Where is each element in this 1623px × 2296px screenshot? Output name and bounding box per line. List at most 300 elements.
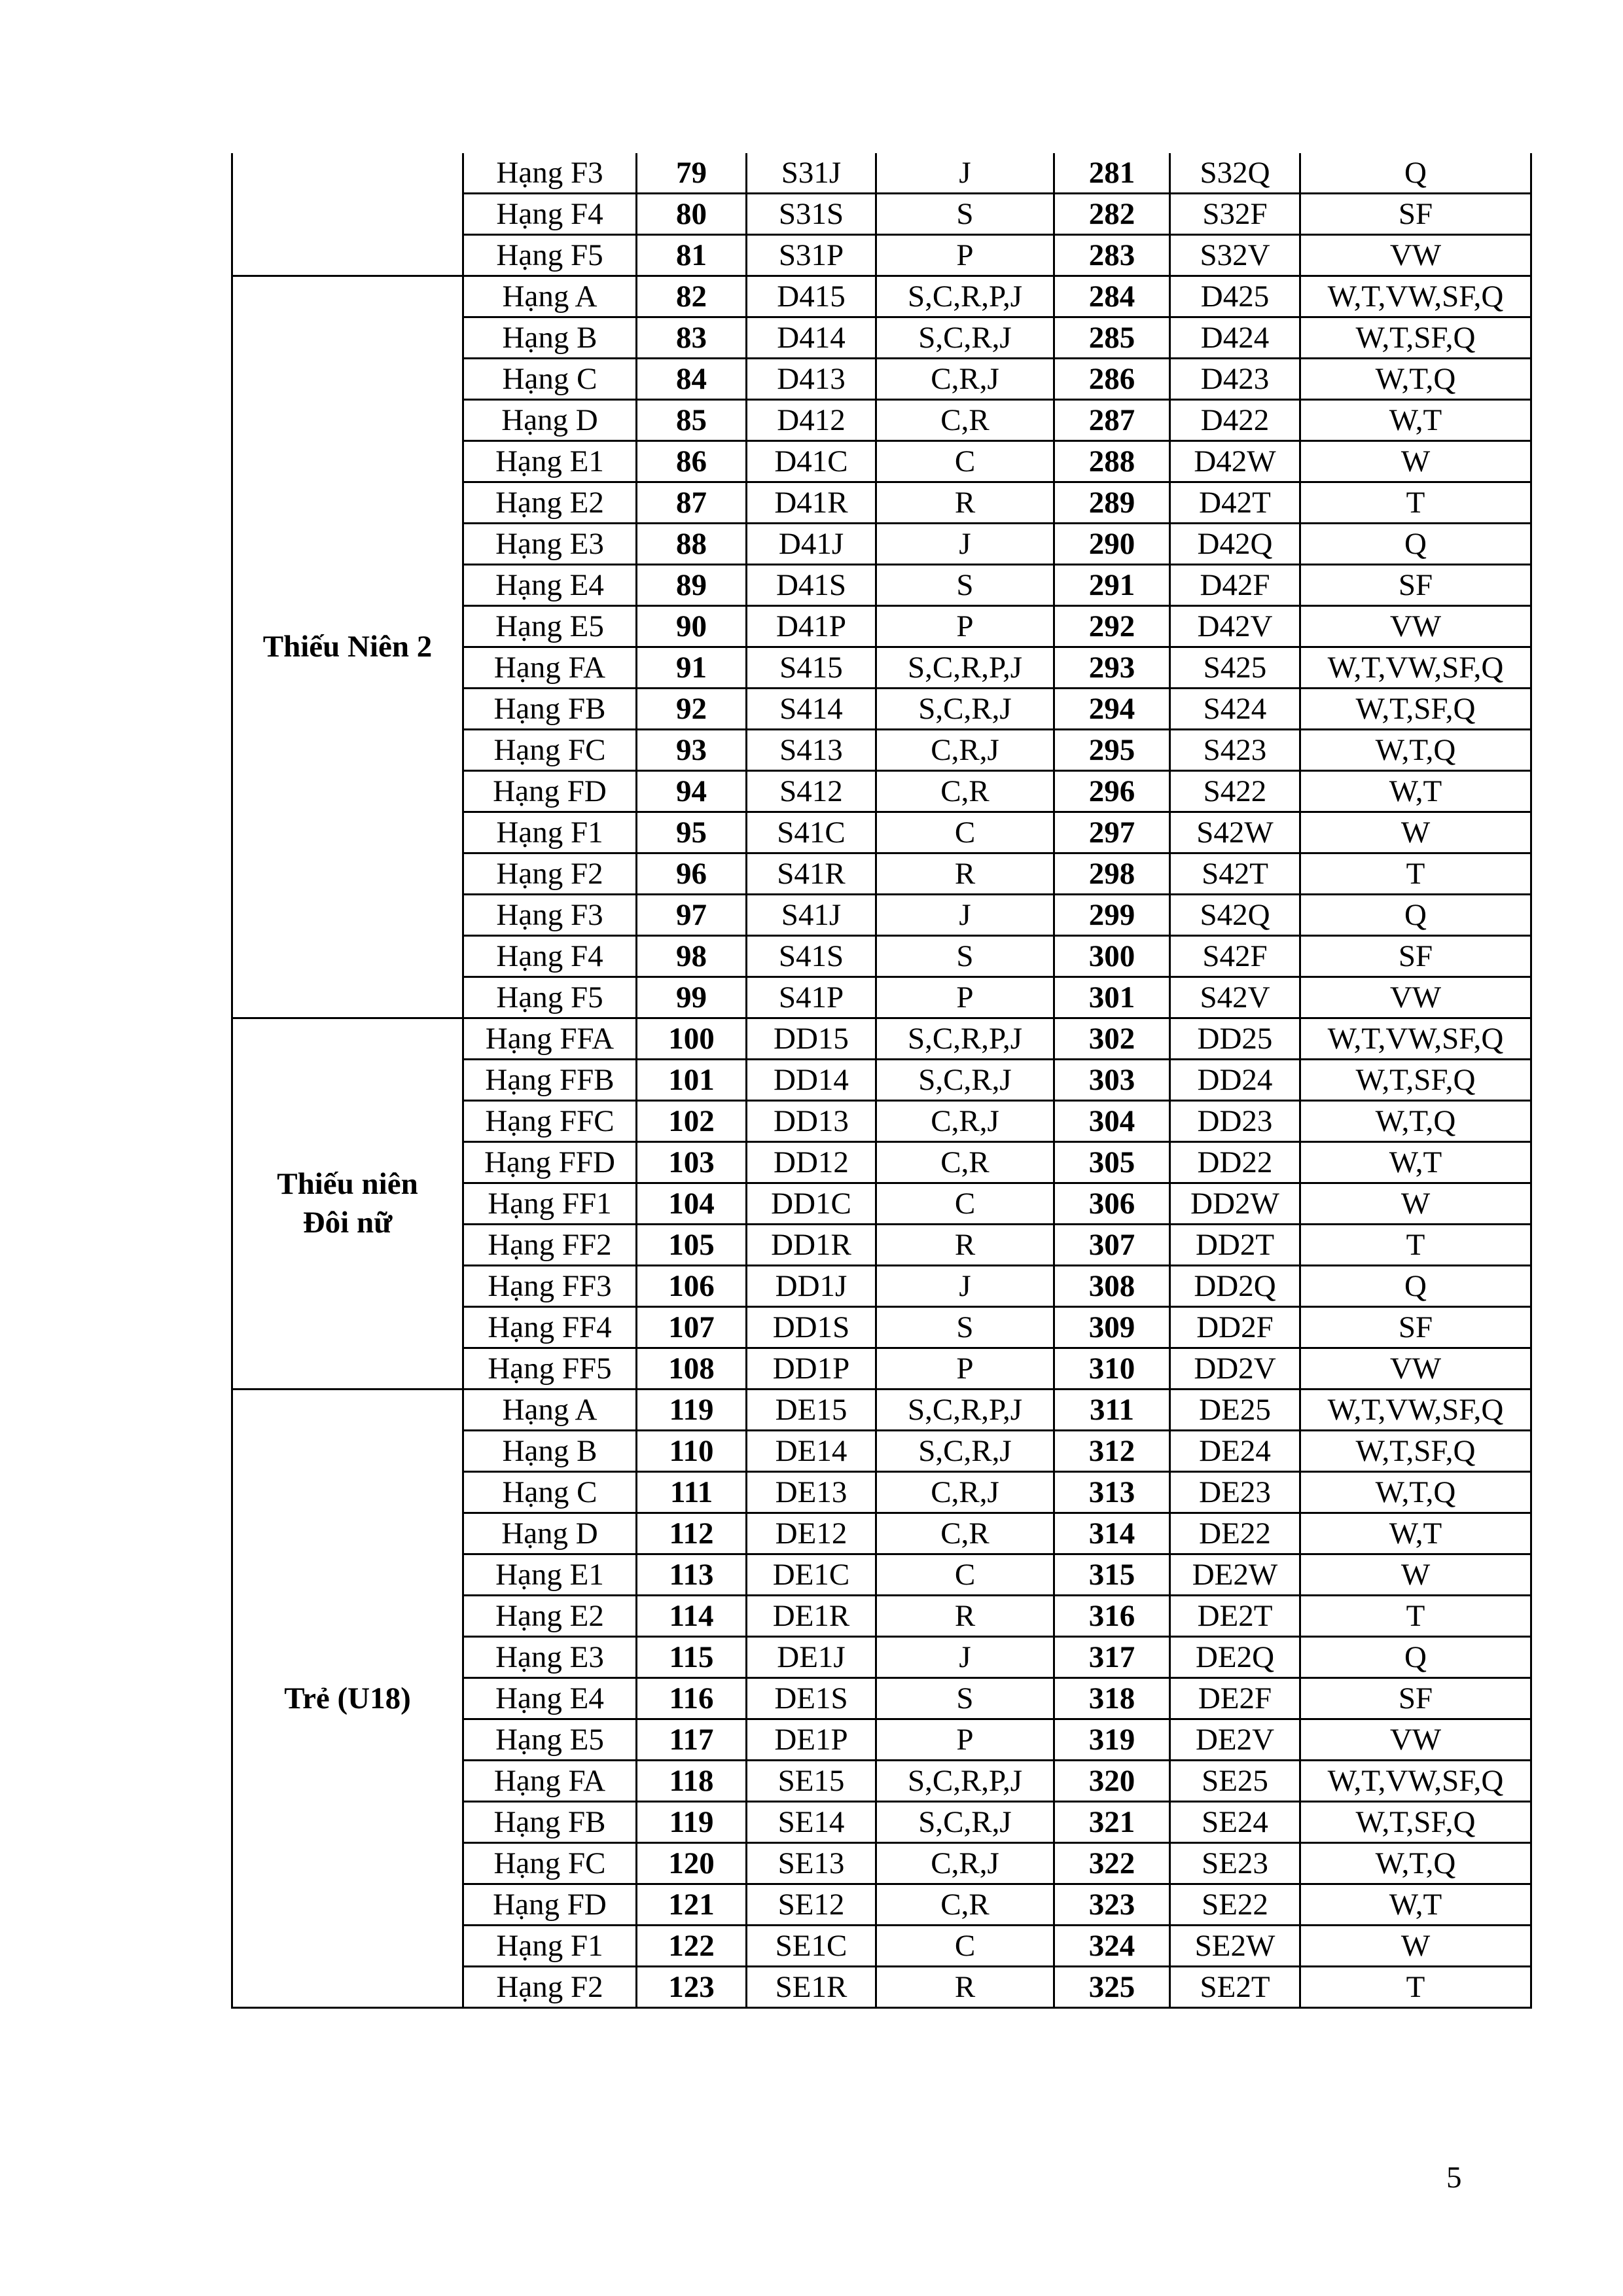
class-name-cell: Hạng F4 [463,194,637,235]
discipline-cell: C,R [876,1513,1054,1554]
event-code-cell: DD1S [747,1307,876,1348]
event-number-cell: 110 [637,1431,747,1472]
event-number-cell: 287 [1054,400,1170,441]
age-group-label: Thiếu Niên 2 [262,630,433,664]
event-code-cell: D42W [1170,441,1300,482]
event-number-cell: 113 [637,1554,747,1596]
event-number-cell: 95 [637,812,747,853]
classification-table [231,153,1532,2009]
class-name-cell: Hạng FC [463,1843,637,1884]
discipline-cell: W,T,VW,SF,Q [1300,647,1531,689]
event-number-cell: 79 [637,153,747,194]
discipline-cell: C [876,441,1054,482]
event-code-cell: D42T [1170,482,1300,524]
class-name-cell: Hạng F3 [463,895,637,936]
age-group-label: Trẻ (U18) [284,1681,411,1715]
event-code-cell: D414 [747,317,876,359]
discipline-cell: C,R,J [876,730,1054,771]
discipline-cell: S [876,565,1054,606]
class-name-cell: Hạng F1 [463,1926,637,1967]
event-code-cell: DE2V [1170,1719,1300,1761]
event-number-cell: 97 [637,895,747,936]
event-number-cell: 314 [1054,1513,1170,1554]
event-number-cell: 115 [637,1637,747,1678]
event-code-cell: DD1R [747,1225,876,1266]
event-code-cell: SE13 [747,1843,876,1884]
event-number-cell: 307 [1054,1225,1170,1266]
event-code-cell: DE2T [1170,1596,1300,1637]
class-name-cell: Hạng FFC [463,1101,637,1142]
event-code-cell: SE24 [1170,1802,1300,1843]
discipline-cell: J [876,1637,1054,1678]
discipline-cell: R [876,1967,1054,2008]
event-number-cell: 100 [637,1018,747,1060]
discipline-cell: P [876,606,1054,647]
discipline-cell: R [876,482,1054,524]
event-code-cell: DE1C [747,1554,876,1596]
event-number-cell: 119 [637,1390,747,1431]
event-code-cell: DD12 [747,1142,876,1183]
discipline-cell: W,T,VW,SF,Q [1300,276,1531,317]
event-code-cell: S41R [747,853,876,895]
event-number-cell: 117 [637,1719,747,1761]
event-code-cell: SE14 [747,1802,876,1843]
event-code-cell: DD2W [1170,1183,1300,1225]
event-code-cell: DE25 [1170,1390,1300,1431]
discipline-cell: C,R,J [876,359,1054,400]
age-group-cell [232,153,463,276]
class-name-cell: Hạng FD [463,771,637,812]
event-number-cell: 111 [637,1472,747,1513]
class-name-cell: Hạng E5 [463,606,637,647]
discipline-cell: R [876,1596,1054,1637]
event-code-cell: DD14 [747,1060,876,1101]
class-name-cell: Hạng E4 [463,565,637,606]
event-number-cell: 84 [637,359,747,400]
discipline-cell: S [876,1307,1054,1348]
event-number-cell: 306 [1054,1183,1170,1225]
discipline-cell: P [876,235,1054,276]
event-code-cell: DD2F [1170,1307,1300,1348]
class-name-cell: Hạng FF3 [463,1266,637,1307]
event-code-cell: DD2V [1170,1348,1300,1390]
discipline-cell: C,R [876,400,1054,441]
class-name-cell: Hạng E4 [463,1678,637,1719]
discipline-cell: S,C,R,P,J [876,1761,1054,1802]
discipline-cell: W,T,SF,Q [1300,1431,1531,1472]
discipline-cell: J [876,153,1054,194]
discipline-cell: VW [1300,1348,1531,1390]
event-code-cell: D41S [747,565,876,606]
event-code-cell: D41R [747,482,876,524]
class-name-cell: Hạng FFA [463,1018,637,1060]
discipline-cell: W,T [1300,1513,1531,1554]
class-name-cell: Hạng FC [463,730,637,771]
discipline-cell: W,T,Q [1300,730,1531,771]
discipline-cell: R [876,1225,1054,1266]
event-number-cell: 120 [637,1843,747,1884]
discipline-cell: W,T,VW,SF,Q [1300,1390,1531,1431]
discipline-cell: T [1300,482,1531,524]
event-code-cell: DE1P [747,1719,876,1761]
age-group-cell [232,1390,463,2008]
event-code-cell: DE2Q [1170,1637,1300,1678]
discipline-cell: J [876,524,1054,565]
event-number-cell: 282 [1054,194,1170,235]
discipline-cell: C,R [876,1884,1054,1926]
class-name-cell: Hạng FF5 [463,1348,637,1390]
event-number-cell: 91 [637,647,747,689]
event-code-cell: D415 [747,276,876,317]
event-number-cell: 101 [637,1060,747,1101]
event-number-cell: 112 [637,1513,747,1554]
event-number-cell: 98 [637,936,747,977]
discipline-cell: W,T,Q [1300,1472,1531,1513]
discipline-cell: Q [1300,153,1531,194]
event-number-cell: 121 [637,1884,747,1926]
event-code-cell: DE2W [1170,1554,1300,1596]
event-number-cell: 315 [1054,1554,1170,1596]
event-number-cell: 298 [1054,853,1170,895]
event-number-cell: 286 [1054,359,1170,400]
discipline-cell: W,T,SF,Q [1300,1060,1531,1101]
discipline-cell: J [876,895,1054,936]
event-code-cell: DE1S [747,1678,876,1719]
discipline-cell: S [876,194,1054,235]
event-code-cell: S423 [1170,730,1300,771]
event-code-cell: S41C [747,812,876,853]
discipline-cell: W,T,Q [1300,1101,1531,1142]
event-number-cell: 118 [637,1761,747,1802]
event-code-cell: DD13 [747,1101,876,1142]
table-row [232,153,1531,194]
event-code-cell: D413 [747,359,876,400]
class-name-cell: Hạng A [463,276,637,317]
discipline-cell: SF [1300,194,1531,235]
class-name-cell: Hạng E1 [463,441,637,482]
event-code-cell: SE1R [747,1967,876,2008]
event-number-cell: 116 [637,1678,747,1719]
discipline-cell: S [876,1678,1054,1719]
event-number-cell: 301 [1054,977,1170,1018]
event-code-cell: DD15 [747,1018,876,1060]
discipline-cell: VW [1300,1719,1531,1761]
class-name-cell: Hạng F5 [463,977,637,1018]
event-code-cell: S42T [1170,853,1300,895]
class-name-cell: Hạng E3 [463,1637,637,1678]
discipline-cell: VW [1300,235,1531,276]
event-number-cell: 308 [1054,1266,1170,1307]
event-number-cell: 87 [637,482,747,524]
class-name-cell: Hạng C [463,359,637,400]
event-number-cell: 281 [1054,153,1170,194]
event-code-cell: DD23 [1170,1101,1300,1142]
discipline-cell: SF [1300,565,1531,606]
class-name-cell: Hạng A [463,1390,637,1431]
event-code-cell: DE14 [747,1431,876,1472]
event-code-cell: DE1R [747,1596,876,1637]
event-code-cell: DE24 [1170,1431,1300,1472]
discipline-cell: Q [1300,895,1531,936]
class-name-cell: Hạng FF1 [463,1183,637,1225]
event-code-cell: S31J [747,153,876,194]
discipline-cell: SF [1300,1307,1531,1348]
event-number-cell: 324 [1054,1926,1170,1967]
age-group-label: Đôi nữ [302,1206,393,1240]
discipline-cell: C,R,J [876,1843,1054,1884]
discipline-cell: S,C,R,J [876,317,1054,359]
class-name-cell: Hạng F3 [463,153,637,194]
event-number-cell: 104 [637,1183,747,1225]
class-name-cell: Hạng F4 [463,936,637,977]
age-group-label: Thiếu niên [277,1167,418,1202]
discipline-cell: C [876,1183,1054,1225]
event-number-cell: 94 [637,771,747,812]
age-group-cell [232,276,463,1018]
discipline-cell: S,C,R,P,J [876,1018,1054,1060]
class-name-cell: Hạng FB [463,1802,637,1843]
class-name-cell: Hạng F2 [463,1967,637,2008]
discipline-cell: W,T [1300,1142,1531,1183]
event-number-cell: 114 [637,1596,747,1637]
event-code-cell: S42F [1170,936,1300,977]
event-code-cell: S422 [1170,771,1300,812]
event-code-cell: DD1C [747,1183,876,1225]
class-name-cell: Hạng FD [463,1884,637,1926]
event-code-cell: D41J [747,524,876,565]
discipline-cell: P [876,1348,1054,1390]
class-name-cell: Hạng D [463,400,637,441]
event-code-cell: DE15 [747,1390,876,1431]
event-code-cell: SE2W [1170,1926,1300,1967]
event-number-cell: 322 [1054,1843,1170,1884]
discipline-cell: C [876,812,1054,853]
event-number-cell: 317 [1054,1637,1170,1678]
event-code-cell: SE23 [1170,1843,1300,1884]
event-code-cell: S32V [1170,235,1300,276]
event-code-cell: DD22 [1170,1142,1300,1183]
class-name-cell: Hạng FB [463,689,637,730]
event-number-cell: 321 [1054,1802,1170,1843]
event-code-cell: S42V [1170,977,1300,1018]
event-number-cell: 303 [1054,1060,1170,1101]
event-code-cell: S414 [747,689,876,730]
class-name-cell: Hạng E1 [463,1554,637,1596]
discipline-cell: P [876,1719,1054,1761]
event-code-cell: D41C [747,441,876,482]
event-code-cell: S425 [1170,647,1300,689]
class-name-cell: Hạng FA [463,647,637,689]
event-code-cell: S42Q [1170,895,1300,936]
event-number-cell: 284 [1054,276,1170,317]
event-code-cell: D42V [1170,606,1300,647]
discipline-cell: S,C,R,P,J [876,276,1054,317]
event-number-cell: 304 [1054,1101,1170,1142]
discipline-cell: S,C,R,J [876,1802,1054,1843]
event-number-cell: 292 [1054,606,1170,647]
discipline-cell: W,T,VW,SF,Q [1300,1761,1531,1802]
class-name-cell: Hạng B [463,1431,637,1472]
event-code-cell: S41J [747,895,876,936]
event-code-cell: DE2F [1170,1678,1300,1719]
discipline-cell: T [1300,853,1531,895]
event-code-cell: DD1P [747,1348,876,1390]
class-name-cell: Hạng FA [463,1761,637,1802]
discipline-cell: Q [1300,524,1531,565]
class-name-cell: Hạng C [463,1472,637,1513]
event-number-cell: 313 [1054,1472,1170,1513]
event-code-cell: S412 [747,771,876,812]
discipline-cell: W,T,SF,Q [1300,317,1531,359]
event-code-cell: S415 [747,647,876,689]
discipline-cell: W,T,Q [1300,1843,1531,1884]
event-number-cell: 89 [637,565,747,606]
discipline-cell: W,T,SF,Q [1300,1802,1531,1843]
event-number-cell: 300 [1054,936,1170,977]
event-number-cell: 290 [1054,524,1170,565]
class-name-cell: Hạng FF2 [463,1225,637,1266]
event-code-cell: D41P [747,606,876,647]
age-group-cell [232,1018,463,1390]
event-code-cell: S424 [1170,689,1300,730]
discipline-cell: SF [1300,936,1531,977]
event-code-cell: DE1J [747,1637,876,1678]
discipline-cell: R [876,853,1054,895]
event-code-cell: D42Q [1170,524,1300,565]
event-number-cell: 123 [637,1967,747,2008]
discipline-cell: S,C,R,J [876,1060,1054,1101]
discipline-cell: W,T [1300,1884,1531,1926]
event-code-cell: S32Q [1170,153,1300,194]
event-code-cell: DD2Q [1170,1266,1300,1307]
discipline-cell: S [876,936,1054,977]
event-number-cell: 291 [1054,565,1170,606]
event-number-cell: 86 [637,441,747,482]
event-number-cell: 93 [637,730,747,771]
event-number-cell: 320 [1054,1761,1170,1802]
discipline-cell: VW [1300,606,1531,647]
event-code-cell: SE15 [747,1761,876,1802]
discipline-cell: VW [1300,977,1531,1018]
table-row [232,1018,1531,1060]
classification-table-page [231,153,1530,2009]
discipline-cell: S,C,R,J [876,1431,1054,1472]
event-code-cell: S41P [747,977,876,1018]
class-name-cell: Hạng F2 [463,853,637,895]
event-number-cell: 296 [1054,771,1170,812]
event-code-cell: DD24 [1170,1060,1300,1101]
event-number-cell: 103 [637,1142,747,1183]
event-code-cell: DD1J [747,1266,876,1307]
event-number-cell: 294 [1054,689,1170,730]
event-code-cell: D424 [1170,317,1300,359]
event-code-cell: SE2T [1170,1967,1300,2008]
class-name-cell: Hạng FFB [463,1060,637,1101]
event-number-cell: 283 [1054,235,1170,276]
event-number-cell: 107 [637,1307,747,1348]
class-name-cell: Hạng F1 [463,812,637,853]
event-code-cell: D425 [1170,276,1300,317]
event-number-cell: 309 [1054,1307,1170,1348]
discipline-cell: Q [1300,1637,1531,1678]
event-number-cell: 119 [637,1802,747,1843]
event-number-cell: 102 [637,1101,747,1142]
discipline-cell: C,R,J [876,1101,1054,1142]
discipline-cell: C [876,1926,1054,1967]
event-number-cell: 312 [1054,1431,1170,1472]
discipline-cell: T [1300,1225,1531,1266]
event-code-cell: D412 [747,400,876,441]
event-number-cell: 105 [637,1225,747,1266]
discipline-cell: C,R [876,1142,1054,1183]
discipline-cell: T [1300,1967,1531,2008]
event-number-cell: 289 [1054,482,1170,524]
event-number-cell: 80 [637,194,747,235]
class-name-cell: Hạng E2 [463,1596,637,1637]
discipline-cell: J [876,1266,1054,1307]
discipline-cell: S,C,R,P,J [876,647,1054,689]
event-number-cell: 90 [637,606,747,647]
event-code-cell: DE13 [747,1472,876,1513]
discipline-cell: Q [1300,1266,1531,1307]
event-code-cell: DD2T [1170,1225,1300,1266]
event-number-cell: 88 [637,524,747,565]
event-number-cell: 297 [1054,812,1170,853]
discipline-cell: W [1300,1926,1531,1967]
event-code-cell: D42F [1170,565,1300,606]
discipline-cell: W,T [1300,771,1531,812]
event-number-cell: 288 [1054,441,1170,482]
event-code-cell: DE22 [1170,1513,1300,1554]
discipline-cell: S,C,R,J [876,689,1054,730]
event-code-cell: DD25 [1170,1018,1300,1060]
class-name-cell: Hạng D [463,1513,637,1554]
event-number-cell: 92 [637,689,747,730]
event-number-cell: 122 [637,1926,747,1967]
event-number-cell: 310 [1054,1348,1170,1390]
event-code-cell: DE23 [1170,1472,1300,1513]
discipline-cell: C,R,J [876,1472,1054,1513]
event-number-cell: 323 [1054,1884,1170,1926]
discipline-cell: C,R [876,771,1054,812]
event-number-cell: 318 [1054,1678,1170,1719]
event-number-cell: 82 [637,276,747,317]
discipline-cell: SF [1300,1678,1531,1719]
event-code-cell: D423 [1170,359,1300,400]
event-number-cell: 311 [1054,1390,1170,1431]
discipline-cell: W [1300,812,1531,853]
table-row [232,1390,1531,1431]
class-name-cell: Hạng B [463,317,637,359]
class-name-cell: Hạng E5 [463,1719,637,1761]
discipline-cell: W,T,SF,Q [1300,689,1531,730]
class-name-cell: Hạng F5 [463,235,637,276]
event-code-cell: S42W [1170,812,1300,853]
class-name-cell: Hạng FFD [463,1142,637,1183]
event-number-cell: 81 [637,235,747,276]
discipline-cell: P [876,977,1054,1018]
event-code-cell: D422 [1170,400,1300,441]
class-name-cell: Hạng FF4 [463,1307,637,1348]
discipline-cell: C [876,1554,1054,1596]
event-number-cell: 319 [1054,1719,1170,1761]
discipline-cell: T [1300,1596,1531,1637]
event-number-cell: 299 [1054,895,1170,936]
discipline-cell: S,C,R,P,J [876,1390,1054,1431]
event-number-cell: 295 [1054,730,1170,771]
event-code-cell: S31P [747,235,876,276]
event-code-cell: SE12 [747,1884,876,1926]
